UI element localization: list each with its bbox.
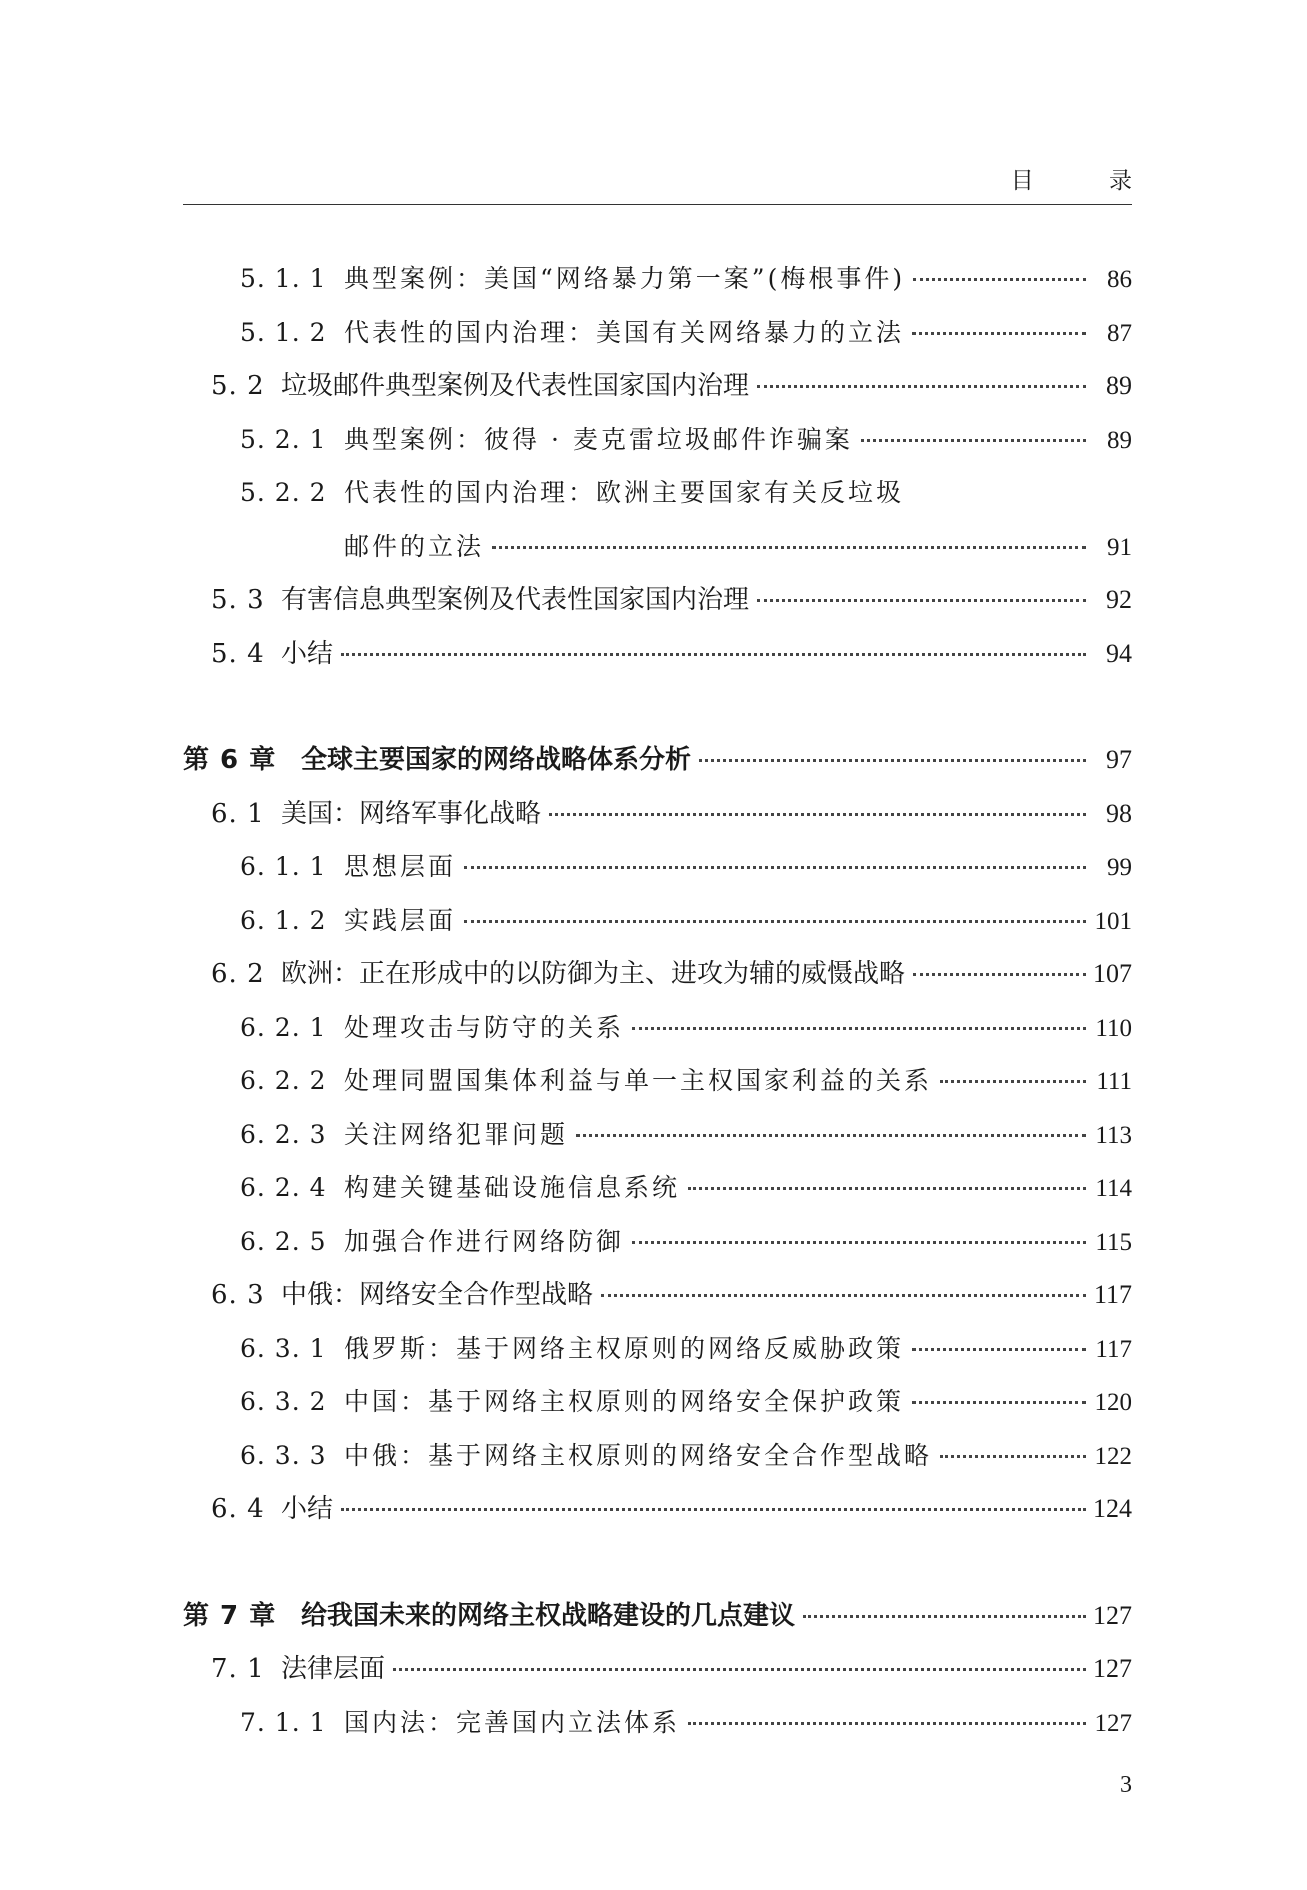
dot-leader bbox=[464, 919, 1086, 923]
toc-entry[interactable] bbox=[183, 1375, 1132, 1429]
toc-entry-page: 122 bbox=[1094, 1442, 1132, 1470]
toc-entry-title: 代表性的国内治理：欧洲主要国家有关反垃圾 bbox=[344, 478, 905, 507]
dot-leader bbox=[632, 1240, 1086, 1244]
dot-leader bbox=[757, 384, 1086, 388]
toc-entry-title: 欧洲：正在形成中的以防御为主、进攻为辅的威慑战略 bbox=[281, 959, 906, 989]
toc-entry-page: 124 bbox=[1093, 1494, 1132, 1523]
toc-entry-title: 典型案例：彼得 · 麦克雷垃圾邮件诈骗案 bbox=[344, 424, 853, 454]
dot-leader bbox=[688, 1186, 1086, 1190]
toc-entry-page: 107 bbox=[1093, 959, 1132, 988]
dot-leader bbox=[940, 1079, 1086, 1083]
toc-entry[interactable] bbox=[183, 359, 1132, 413]
toc-entry[interactable] bbox=[183, 520, 1132, 574]
toc-entry[interactable] bbox=[183, 1642, 1132, 1696]
dot-leader bbox=[632, 1026, 1086, 1030]
dot-leader bbox=[940, 1454, 1086, 1458]
toc-entry-page: 86 bbox=[1107, 266, 1132, 293]
toc-entry-page: 127 bbox=[1093, 1600, 1132, 1630]
toc-entry-number: 6. 2. 3 bbox=[240, 1119, 327, 1149]
toc-entry-title: 美国：网络军事化战略 bbox=[281, 798, 542, 829]
running-header bbox=[183, 158, 1166, 205]
toc-entry-page: 87 bbox=[1107, 319, 1132, 347]
dot-leader bbox=[688, 1721, 1086, 1725]
toc-entry-title: 垃圾邮件典型案例及代表性国家国内治理 bbox=[281, 371, 750, 401]
toc-entry-page: 99 bbox=[1107, 854, 1132, 881]
toc-entry-page: 117 bbox=[1093, 1280, 1132, 1309]
toc-entry[interactable] bbox=[183, 1696, 1132, 1750]
toc-entry-page: 113 bbox=[1095, 1121, 1132, 1149]
toc-entry-number: 6. 2. 5 bbox=[240, 1226, 327, 1256]
toc-entry[interactable] bbox=[183, 466, 1132, 520]
toc-entry-page: 91 bbox=[1107, 533, 1132, 561]
toc-chapter-entry[interactable] bbox=[183, 733, 1132, 787]
toc-entry-page: 111 bbox=[1096, 1068, 1132, 1095]
toc-entry-number: 5. 2 bbox=[211, 371, 265, 401]
dot-leader bbox=[492, 545, 1086, 549]
dot-leader bbox=[912, 331, 1086, 335]
toc-entry[interactable] bbox=[183, 1429, 1132, 1483]
toc-entry-title: 小结 bbox=[281, 638, 334, 669]
toc-entry[interactable] bbox=[183, 1322, 1132, 1376]
toc-entry-number: 7. 1. 1 bbox=[240, 1707, 327, 1737]
dot-leader bbox=[393, 1667, 1086, 1671]
toc-entry-number: 6. 1. 1 bbox=[240, 852, 327, 881]
toc-entry-number: 5. 2. 1 bbox=[240, 424, 327, 454]
toc-entry[interactable] bbox=[183, 306, 1132, 360]
toc-entry-title: 给我国未来的网络主权战略建设的几点建议 bbox=[301, 1600, 796, 1631]
toc-entry-number: 6. 2. 2 bbox=[240, 1066, 327, 1095]
toc-entry-page: 89 bbox=[1106, 371, 1132, 400]
toc-entry-number: 6. 2. 1 bbox=[240, 1012, 327, 1042]
dot-leader bbox=[912, 1400, 1086, 1404]
toc-entry[interactable] bbox=[183, 413, 1132, 467]
toc-entry-page: 89 bbox=[1107, 426, 1132, 454]
toc-entry-title: 小结 bbox=[281, 1494, 334, 1524]
toc-entry-title: 俄罗斯：基于网络主权原则的网络反威胁政策 bbox=[344, 1333, 905, 1363]
toc-entry-title: 构建关键基础设施信息系统 bbox=[344, 1173, 681, 1202]
table-of-contents bbox=[183, 252, 1132, 1749]
toc-entry-page: 115 bbox=[1095, 1228, 1132, 1256]
toc-entry-page: 114 bbox=[1095, 1175, 1132, 1202]
toc-entry-page: 92 bbox=[1106, 585, 1132, 614]
toc-entry-page: 110 bbox=[1095, 1014, 1132, 1042]
toc-entry-title: 国内法：完善国内立法体系 bbox=[344, 1707, 681, 1737]
toc-entry[interactable] bbox=[183, 1108, 1132, 1162]
dot-leader bbox=[803, 1614, 1086, 1618]
toc-chapter-entry[interactable] bbox=[183, 1589, 1132, 1643]
toc-entry-title: 典型案例：美国“网络暴力第一案”(梅根事件) bbox=[344, 264, 906, 293]
dot-leader bbox=[549, 812, 1086, 816]
toc-entry[interactable] bbox=[183, 1268, 1132, 1322]
toc-entry-page: 127 bbox=[1093, 1654, 1132, 1683]
toc-entry-page: 101 bbox=[1094, 907, 1132, 935]
toc-entry-number: 5. 1. 2 bbox=[240, 317, 327, 347]
toc-entry-number: 6. 2. 4 bbox=[240, 1173, 327, 1202]
toc-entry[interactable] bbox=[183, 252, 1132, 306]
dot-leader bbox=[576, 1133, 1086, 1137]
page-number: 3 bbox=[1120, 1772, 1132, 1798]
dot-leader bbox=[464, 865, 1086, 869]
toc-entry-title: 有害信息典型案例及代表性国家国内治理 bbox=[281, 585, 750, 615]
toc-entry-number: 6. 2 bbox=[211, 959, 265, 989]
toc-entry[interactable] bbox=[183, 947, 1132, 1001]
toc-entry-title: 处理同盟国集体利益与单一主权国家利益的关系 bbox=[344, 1066, 933, 1095]
toc-entry-number: 5. 1. 1 bbox=[240, 264, 327, 293]
dot-leader bbox=[757, 598, 1086, 602]
dot-leader bbox=[341, 652, 1086, 656]
toc-entry-title: 邮件的立法 bbox=[344, 531, 485, 561]
toc-entry-page: 94 bbox=[1106, 638, 1132, 668]
toc-entry-page: 120 bbox=[1094, 1389, 1132, 1416]
toc-entry-title: 关注网络犯罪问题 bbox=[344, 1119, 569, 1149]
toc-entry-number: 6. 3. 1 bbox=[240, 1333, 327, 1363]
toc-entry-title: 代表性的国内治理：美国有关网络暴力的立法 bbox=[344, 317, 905, 347]
toc-entry-number: 6. 4 bbox=[211, 1494, 265, 1524]
toc-entry-number: 第 6 章 bbox=[183, 745, 277, 775]
toc-entry-number: 6. 3 bbox=[211, 1280, 265, 1310]
dot-leader bbox=[912, 1347, 1086, 1351]
toc-entry-title: 中俄：网络安全合作型战略 bbox=[281, 1280, 594, 1310]
header-title: 目 录 bbox=[1010, 168, 1166, 194]
toc-entry-page: 98 bbox=[1106, 798, 1132, 828]
toc-entry-page: 117 bbox=[1095, 1335, 1132, 1363]
toc-entry-number: 5. 2. 2 bbox=[240, 478, 327, 507]
toc-entry-title: 中俄：基于网络主权原则的网络安全合作型战略 bbox=[344, 1440, 933, 1470]
dot-leader bbox=[913, 972, 1086, 976]
toc-entry[interactable] bbox=[183, 840, 1132, 894]
toc-entry-title: 加强合作进行网络防御 bbox=[344, 1226, 625, 1256]
toc-entry-title: 全球主要国家的网络战略体系分析 bbox=[301, 745, 692, 775]
toc-entry-number: 6. 1 bbox=[211, 798, 265, 829]
toc-entry[interactable] bbox=[183, 1215, 1132, 1269]
toc-entry[interactable] bbox=[183, 573, 1132, 627]
toc-entry[interactable] bbox=[183, 1001, 1132, 1055]
dot-leader bbox=[861, 438, 1086, 442]
toc-entry-number: 7. 1 bbox=[211, 1654, 265, 1684]
toc-entry-number: 6. 3. 2 bbox=[240, 1387, 327, 1416]
toc-entry-page: 97 bbox=[1106, 745, 1132, 774]
toc-entry-number: 6. 3. 3 bbox=[240, 1440, 327, 1470]
dot-leader bbox=[913, 277, 1086, 281]
dot-leader bbox=[341, 1507, 1086, 1511]
toc-entry-number: 第 7 章 bbox=[183, 1600, 277, 1631]
toc-entry-title: 思想层面 bbox=[344, 852, 457, 881]
dot-leader bbox=[601, 1293, 1086, 1297]
toc-entry-number: 5. 4 bbox=[211, 638, 265, 669]
toc-entry-title: 实践层面 bbox=[344, 905, 457, 935]
toc-entry-title: 中国：基于网络主权原则的网络安全保护政策 bbox=[344, 1387, 905, 1416]
toc-entry[interactable] bbox=[183, 894, 1132, 948]
toc-entry[interactable] bbox=[183, 1482, 1132, 1536]
toc-entry[interactable] bbox=[183, 787, 1132, 841]
toc-entry-title: 法律层面 bbox=[281, 1654, 386, 1684]
toc-entry[interactable] bbox=[183, 1054, 1132, 1108]
toc-entry[interactable] bbox=[183, 627, 1132, 681]
toc-entry-number: 5. 3 bbox=[211, 585, 265, 615]
toc-entry-page: 127 bbox=[1094, 1709, 1132, 1737]
toc-entry-number: 6. 1. 2 bbox=[240, 905, 327, 935]
toc-entry-title: 处理攻击与防守的关系 bbox=[344, 1012, 625, 1042]
toc-entry[interactable] bbox=[183, 1161, 1132, 1215]
dot-leader bbox=[699, 758, 1086, 762]
